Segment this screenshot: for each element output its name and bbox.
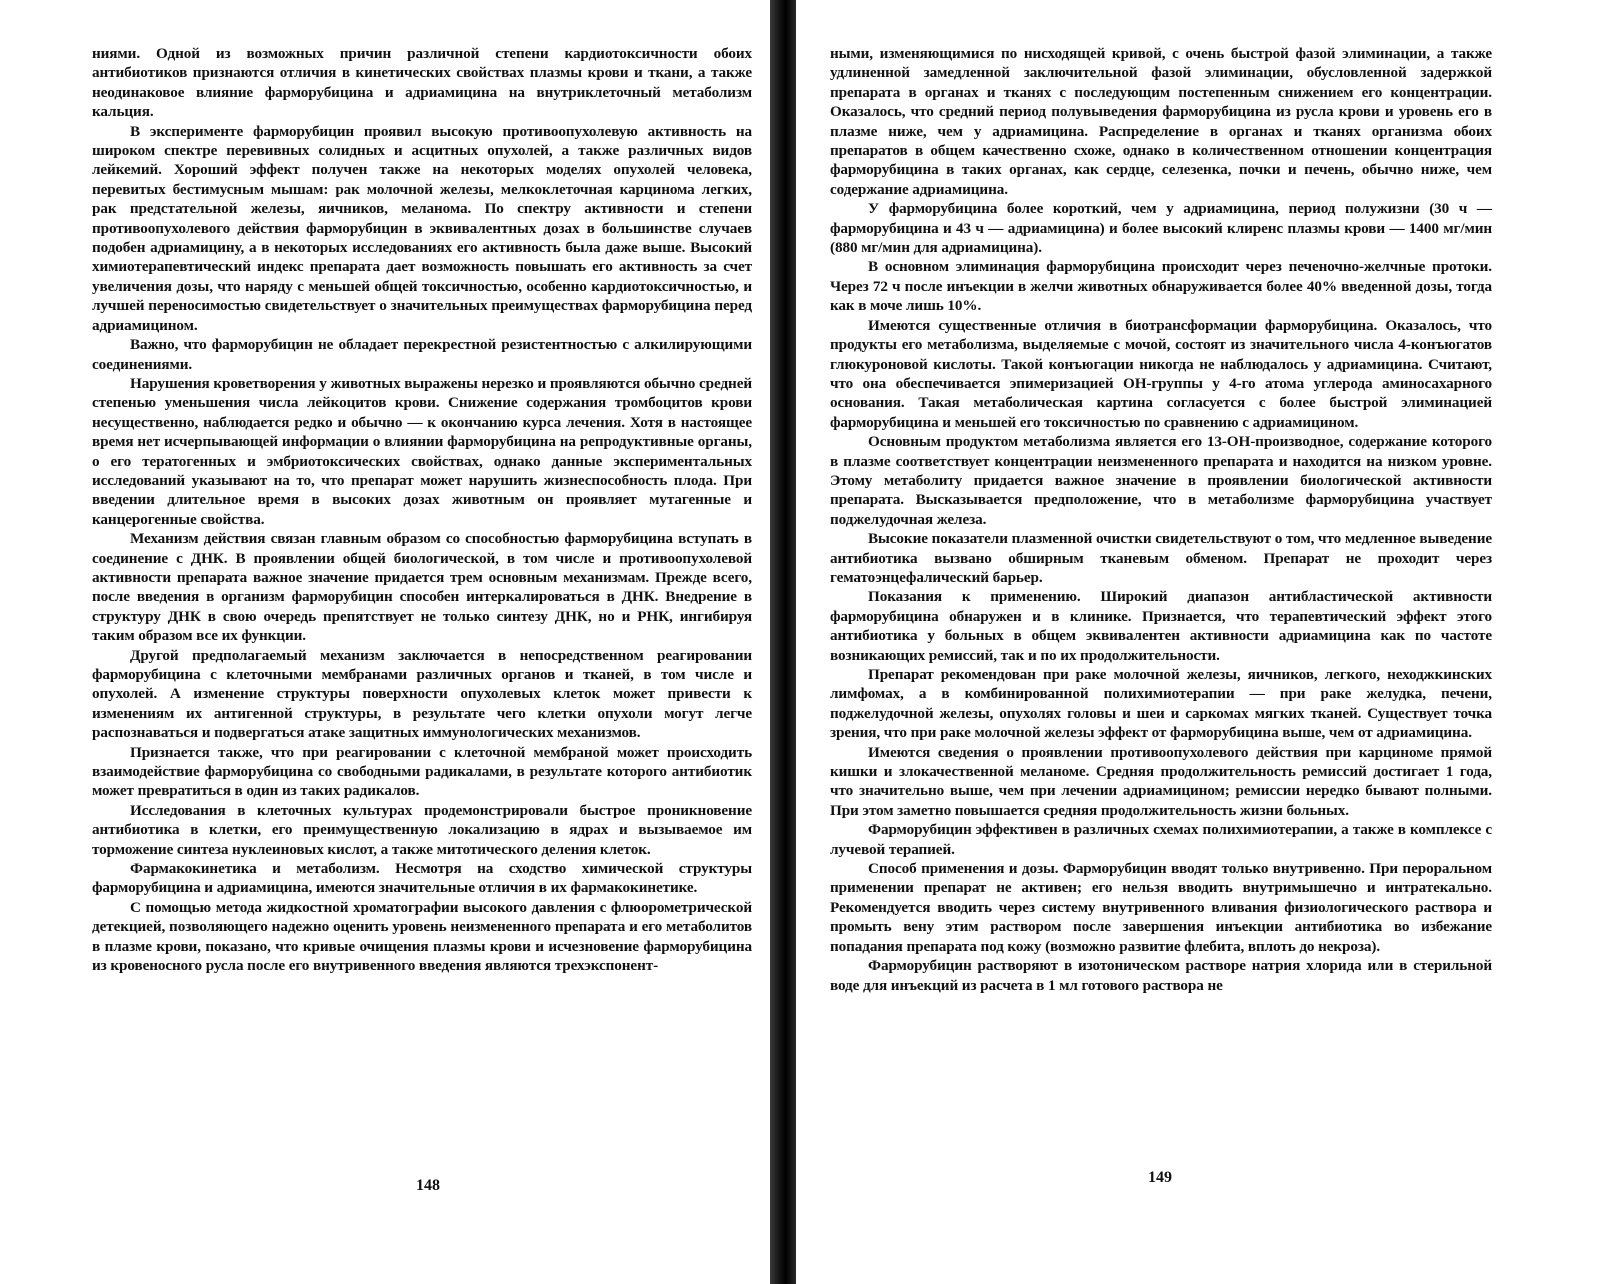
left-page	[92, 44, 752, 976]
paragraph-text: Другой предполагаемый механизм заключается в непосредственном реагировании фарморубицина с клеточными мембранами различных органов и тканей, в том числе и опухолей. А изменение структуры поверхности опухолевых клеток может привести к изменениям их антигенной структуры, в результате чего клетки опухоли могут легче распознаваться и подвергаться атаке защитных иммунологических механизмов.	[92, 646, 752, 742]
paragraph	[92, 44, 752, 122]
paragraph-text: Высокие показатели плазменной очистки свидетельствуют о том, что медленное выведение антибиотика вызвано обширным тканевым обменом. Препарат не проходит через гематоэнцефалический барьер.	[830, 530, 1492, 586]
section-heading: Фармакокинетика и метаболизм.	[130, 860, 380, 878]
section-heading: Механизм действия	[130, 530, 266, 548]
paragraph-text: Фарморубицин эффективен в различных схемах полихимиотерапии, а также в комплексе с лучевой терапией.	[830, 821, 1492, 858]
paragraph-text: Препарат рекомендован при раке молочной железы, яичников, легкого, неходжкинских лимфомах, а в комбинированной полихимиотерапии — при раке желудка, печени, поджелудочной железы, опухолях головы и шеи и саркомах мягких тканей. Существует точка зрения, что при раке молочной железы эффект от фарморубицина выше, чем от адриамицина.	[830, 666, 1492, 742]
paragraph-text: Признается также, что при реагировании с клеточной мембраной может происходить взаимодействие фарморубицина со свободными радикалами, в результате которого антибиотик может превратиться в один из таких радикалов.	[92, 743, 752, 800]
paragraph	[92, 335, 752, 374]
paragraph-text: С помощью метода жидкостной хроматографии высокого давления с флюорометрической детекцией, позволяющего надежно оценить уровень неизмененного препарата и его метаболитов в плазме крови, показано, что кривые очищения плазмы крови и исчезновение фарморубицина из кровеносного русла после его внутривенного введения являются трехэкспонент-	[92, 898, 752, 975]
page-number-right: 149	[1148, 1169, 1172, 1186]
paragraph	[92, 646, 752, 743]
paragraph	[830, 199, 1492, 257]
paragraph	[830, 44, 1492, 199]
paragraph-text: В эксперименте фарморубицин проявил высокую противоопухолевую активность на широком спектре перевивных солидных и асцитных опухолей, а также различных видов лейкемий. Хороший эффект получен также на некоторых моделях опухолей человека, перевитых бестимусным мышам: рак молочной железы, мелкоклеточная карцинома легких, рак предстательной железы, яичников, меланома. По спектру активности и степени противоопухолевого действия фарморубицин в эквивалентных дозах в большинстве случаев подобен адриамицину, а в некоторых исследованиях его активность была даже выше. Высокий химиотерапевтический индекс препарата дает возможность повышать его активность за счет увеличения дозы, что наряду с меньшей общей токсичностью, особенно кардиотоксичностью, и лучшей переносимостью свидетельствует о значительных преимуществах фарморубицина перед адриамицином.	[92, 122, 752, 334]
paragraph-text: Широкий диапазон антибластической активности фарморубицина обнаружен и в клинике. Признается, что терапевтический эффект этого антибиотика у больных в общем эквивалентен активности адриамицина как по частоте возникающих ремиссий, так и по их продолжительности.	[830, 588, 1492, 664]
paragraph-text: Имеются сведения о проявлении противоопухолевого действия при карциноме прямой кишки и злокачественной меланоме. Средняя продолжительность ремиссий достигает 1 года, что значительно выше, чем при лечении адриамицином; ремиссии нередко бывают полными. При этом заметно повышается средняя продолжительность жизни больных.	[830, 743, 1492, 819]
paragraph	[92, 122, 752, 335]
paragraph	[830, 529, 1492, 587]
section-heading: Показания к применению.	[868, 588, 1081, 606]
paragraph	[92, 898, 752, 976]
paragraph	[92, 529, 752, 645]
paragraph-text: ниями. Одной из возможных причин различной степени кардиотоксичности обоих антибиотиков признаются отличия в кинетических свойствах плазмы крови и ткани, а также неодинаковое влияние фарморубицина и адриамицина на внутриклеточный метаболизм кальция.	[92, 45, 752, 121]
paragraph	[830, 820, 1492, 859]
paragraph	[830, 743, 1492, 821]
paragraph	[830, 956, 1492, 995]
section-heading: Способ применения и дозы.	[868, 860, 1059, 878]
paragraph-text: ными, изменяющимися по нисходящей кривой, с очень быстрой фазой элиминации, а также удлиненной замедленной заключительной фазой элиминации, обусловленной задержкой препарата в органах и тканях с последующим постепенным снижением его концентрации. Оказалось, что средний период полувыведения фарморубицина из русла крови и уровень его в плазме ниже, чем у адриамицина. Распределение в органах и тканях организма обоих препаратов в общем качественно схоже, однако в количественном отношении концентрация фарморубицина в таких органах, как сердце, селезенка, почки и печень, обычно ниже, чем содержание адриамицина.	[830, 45, 1492, 198]
paragraph	[92, 374, 752, 529]
paragraph	[830, 587, 1492, 665]
paragraph	[830, 665, 1492, 743]
paragraph-text: Имеются существенные отличия в биотрансформации фарморубицина. Оказалось, что продукты его метаболизма, выделяемые с мочой, состоят из значительного числа 4-конъюгатов глюкуроновой кислоты. Такой конъюгации никогда не наблюдалось у адриамицина. Считают, что она обеспечивается эпимеризацией ОН-группы у 4-го атома углерода аминосахарного основания. Такая метаболическая картина согласуется с более быстрой элиминацией фарморубицина и меньшей его токсичностью по сравнению с адриамицином.	[830, 316, 1492, 431]
paragraph-text: Исследования в клеточных культурах продемонстрировали быстрое проникновение антибиотика в клетки, его преимущественную локализацию в ядрах и вызываемое им торможение синтеза нуклеиновых кислот, а также митотического деления клеток.	[92, 801, 752, 858]
paragraph	[92, 859, 752, 898]
paragraph	[92, 801, 752, 859]
paragraph-text: Фарморубицин растворяют в изотоническом растворе натрия хлорида или в стерильной воде для инъекций из расчета в 1 мл готового раствора не	[830, 957, 1492, 994]
paragraph-text: Нарушения кроветворения у животных выражены нерезко и проявляются обычно средней степенью уменьшения числа лейкоцитов крови. Снижение содержания тромбоцитов крови несущественно, наблюдается редко и обычно — к окончанию курса лечения. Хотя в настоящее время нет исчерпывающей информации о влиянии фарморубицина на репродуктивные органы, о его тератогенных и эмбриотоксических свойствах, однако данные экспериментальных исследований указывают на то, что препарат может нарушить жизнеспособность плода. При введении длительное время в высоких дозах животным он проявляет мутагенные и канцерогенные свойства.	[92, 374, 752, 528]
right-page	[830, 44, 1492, 995]
paragraph	[830, 432, 1492, 529]
page-number-left: 148	[416, 1177, 440, 1194]
paragraph-text: Важно, что фарморубицин не обладает перекрестной резистентностью с алкилирующими соединениями.	[92, 336, 752, 373]
paragraph	[830, 316, 1492, 432]
paragraph-text: В основном элиминация фарморубицина происходит через печеночно-желчные протоки. Через 72 ч после инъекции в желчи животных обнаруживается более 40% введенной дозы, тогда как в моче лишь 10%.	[830, 258, 1492, 315]
paragraph	[92, 743, 752, 801]
paragraph	[830, 257, 1492, 315]
paragraph-text: Несмотря на сходство химической структуры фарморубицина и адриамицина, имеются значительные отличия в их фармакокинетике.	[92, 860, 752, 897]
paragraph-text: связан главным образом со способностью фарморубицина вступать в соединение с ДНК. В проявлении общей биологической, в том числе и противоопухолевой активности препарата важное значение придается трем основным механизмам. Прежде всего, после введения в организм фарморубицин способен интеркалироваться в ДНК. Внедрение в структуру ДНК в свою очередь препятствует не только синтезу ДНК, но и РНК, ингибируя таким образом все их функции.	[92, 530, 752, 645]
paragraph	[830, 859, 1492, 956]
paragraph-text: Фарморубицин вводят только внутривенно. При пероральном применении препарат не активен; его нельзя вводить внутримышечно и интратекально. Рекомендуется вводить через систему внутривенного вливания физиологического раствора и промыть вену этим раствором после завершения инъекции антибиотика во избежание попадания препарата под кожу (возможно развитие флебита, вплоть до некроза).	[830, 860, 1492, 955]
paragraph-text: Основным продуктом метаболизма является его 13-ОН-производное, содержание которого в плазме соответствует концентрации неизмененного препарата и находится на низком уровне. Этому метаболиту придается важное значение в проявлении биологической активности препарата. Высказывается предположение, что в метаболизме фарморубицина участвует поджелудочная железа.	[830, 433, 1492, 528]
paragraph-text: У фарморубицина более короткий, чем у адриамицина, период полужизни (30 ч — фарморубицина и 43 ч — адриамицина) и более высокий клиренс плазмы крови — 1400 мг/мин (880 мг/мин для адриамицина).	[830, 200, 1492, 257]
book-gutter	[770, 0, 796, 1284]
